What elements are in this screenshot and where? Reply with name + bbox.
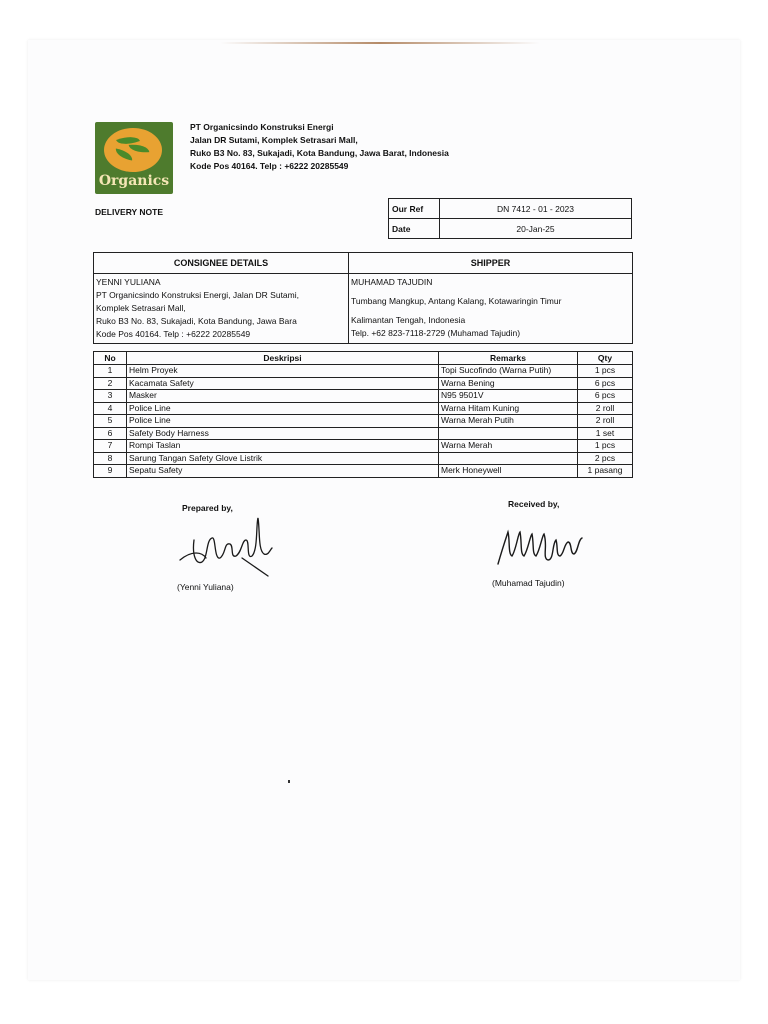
cell-desc: Police Line (127, 402, 439, 415)
document-title: DELIVERY NOTE (95, 207, 164, 217)
cell-remarks: N95 9501V (439, 390, 578, 403)
cell-no: 4 (94, 402, 127, 415)
table-row (94, 452, 633, 465)
company-logo (95, 122, 173, 194)
cell-desc: Sarung Tangan Safety Glove Listrik (127, 452, 439, 465)
prepared-signature (172, 510, 282, 580)
our-ref-label: Our Ref (389, 199, 440, 219)
cell-no: 5 (94, 415, 127, 428)
our-ref-value: DN 7412 - 01 - 2023 (440, 199, 632, 219)
company-address-line: Kode Pos 40164. Telp : +6222 20285549 (190, 161, 349, 171)
cell-qty: 1 pcs (578, 365, 633, 378)
table-row (94, 402, 633, 415)
cell-desc: Sepatu Safety (127, 465, 439, 478)
shipper-heading: SHIPPER (349, 253, 633, 274)
cell-remarks: Warna Hitam Kuning (439, 402, 578, 415)
cell-remarks: Topi Sucofindo (Warna Putih) (439, 365, 578, 378)
table-row (94, 390, 633, 403)
shipper-line: Telp. +62 823-7118-2729 (Muhamad Tajudin) (351, 328, 521, 338)
scan-edge-line (220, 42, 540, 44)
consignee-details (94, 274, 349, 344)
table-row (94, 365, 633, 378)
parties-table (93, 252, 633, 344)
company-header (190, 121, 449, 173)
cell-qty: 2 roll (578, 415, 633, 428)
cell-desc: Masker (127, 390, 439, 403)
cell-qty: 2 pcs (578, 452, 633, 465)
prepared-by-name: (Yenni Yuliana) (177, 582, 234, 592)
table-row (94, 440, 633, 453)
cell-no: 1 (94, 365, 127, 378)
company-name: PT Organicsindo Konstruksi Energi (190, 122, 334, 132)
reference-table (388, 198, 632, 239)
shipper-line: Kalimantan Tengah, Indonesia (351, 315, 466, 325)
consignee-line: PT Organicsindo Konstruksi Energi, Jalan DR Sutami, (96, 290, 299, 300)
shipper-line: MUHAMAD TAJUDIN (351, 277, 433, 287)
cell-desc: Helm Proyek (127, 365, 439, 378)
consignee-line: YENNI YULIANA (96, 277, 161, 287)
logo-wordmark: Organics (98, 173, 170, 189)
col-header-qty: Qty (578, 352, 633, 365)
items-header-row (94, 352, 633, 365)
cell-qty: 1 pcs (578, 440, 633, 453)
cell-qty: 1 set (578, 427, 633, 440)
table-row (94, 415, 633, 428)
cell-qty: 1 pasang (578, 465, 633, 478)
shipper-line: Tumbang Mangkup, Antang Kalang, Kotawaringin Timur (351, 296, 562, 306)
cell-remarks: Warna Bening (439, 377, 578, 390)
date-value: 20-Jan-25 (440, 219, 632, 239)
cell-desc: Kacamata Safety (127, 377, 439, 390)
col-header-no: No (94, 352, 127, 365)
consignee-heading: CONSIGNEE DETAILS (94, 253, 349, 274)
cell-no: 8 (94, 452, 127, 465)
company-address-line: Ruko B3 No. 83, Sukajadi, Kota Bandung, Jawa Barat, Indonesia (190, 148, 449, 158)
cell-no: 2 (94, 377, 127, 390)
scan-speck (288, 780, 290, 783)
cell-qty: 2 roll (578, 402, 633, 415)
cell-desc: Rompi Taslan (127, 440, 439, 453)
consignee-line: Komplek Setrasari Mall, (96, 303, 186, 313)
date-label: Date (389, 219, 440, 239)
cell-remarks: Warna Merah Putih (439, 415, 578, 428)
ref-row (389, 199, 632, 219)
table-row (94, 377, 633, 390)
date-row (389, 219, 632, 239)
cell-no: 9 (94, 465, 127, 478)
cell-qty: 6 pcs (578, 390, 633, 403)
cell-qty: 6 pcs (578, 377, 633, 390)
items-table (93, 351, 633, 478)
cell-remarks (439, 452, 578, 465)
cell-no: 6 (94, 427, 127, 440)
consignee-line: Ruko B3 No. 83, Sukajadi, Kota Bandung, Jawa Bara (96, 316, 297, 326)
cell-remarks: Warna Merah (439, 440, 578, 453)
col-header-remarks: Remarks (439, 352, 578, 365)
prepared-by-label: Prepared by, (182, 503, 233, 513)
table-row (94, 465, 633, 478)
cell-remarks (439, 427, 578, 440)
received-by-label: Received by, (508, 499, 560, 509)
shipper-details (349, 274, 633, 344)
table-row (94, 427, 633, 440)
cell-no: 7 (94, 440, 127, 453)
received-signature (492, 520, 592, 570)
cell-no: 3 (94, 390, 127, 403)
col-header-deskripsi: Deskripsi (127, 352, 439, 365)
received-by-name: (Muhamad Tajudin) (492, 578, 565, 588)
cell-remarks: Merk Honeywell (439, 465, 578, 478)
company-address-line: Jalan DR Sutami, Komplek Setrasari Mall, (190, 135, 358, 145)
cell-desc: Safety Body Harness (127, 427, 439, 440)
consignee-line: Kode Pos 40164. Telp : +6222 20285549 (96, 329, 251, 339)
cell-desc: Police Line (127, 415, 439, 428)
